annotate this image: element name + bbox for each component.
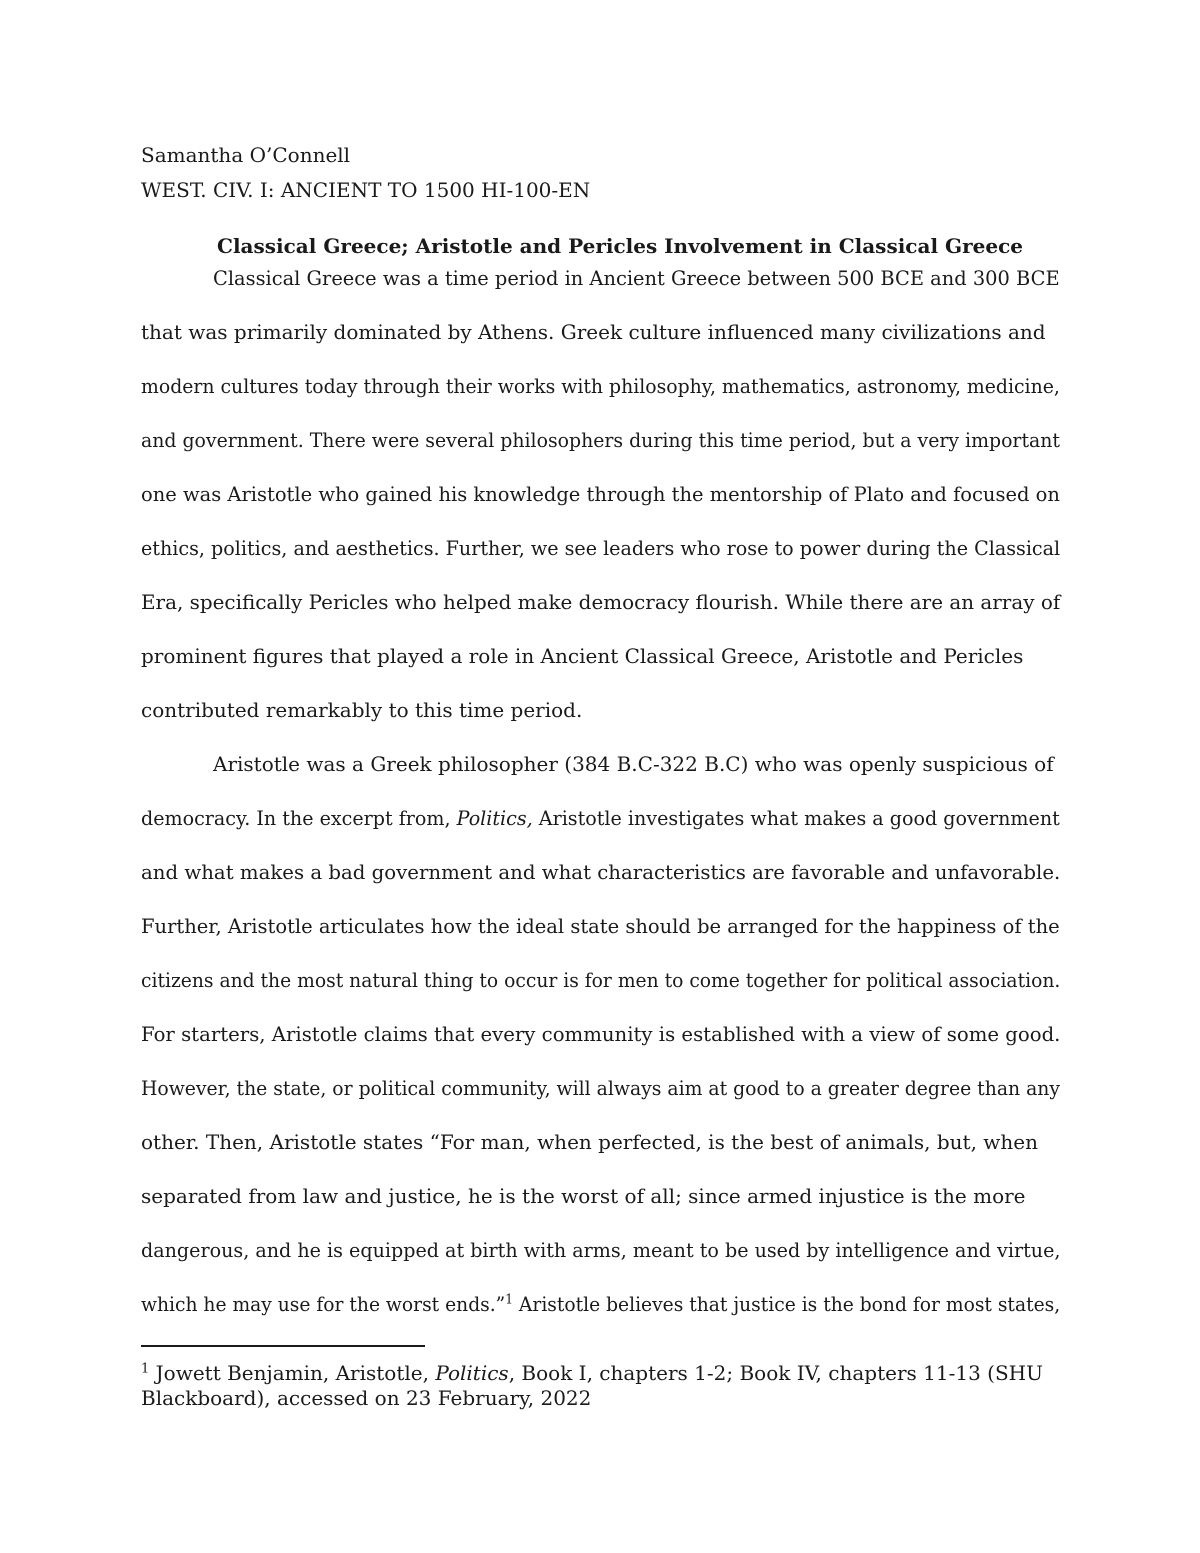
paragraph-2-line: and what makes a bad government and what characteristics are favorable and unfavorable. [141,860,1061,884]
essay-title: Classical Greece; Aristotle and Pericles Involvement in Classical Greece [217,234,1023,258]
paragraph-1-line: one was Aristotle who gained his knowledge through the mentorship of Plato and focused on [141,482,1060,506]
footnote-italic-title: Politics [435,1361,509,1385]
paragraph-1-line: Classical Greece was a time period in Ancient Greece between 500 BCE and 300 BCE [213,266,1060,290]
paragraph-1-line: contributed remarkably to this time period. [141,698,583,722]
paragraph-2-line [141,804,1060,832]
paragraph-2-line [141,1290,1060,1318]
paragraph-2-text: which he may use for the worst ends.” [141,1292,506,1316]
paragraph-2-line: Further, Aristotle articulates how the ideal state should be arranged for the happiness of the [141,914,1060,938]
paragraph-1-line: and government. There were several philosophers during this time period, but a very important [141,428,1061,452]
paragraph-1-line: modern cultures today through their works with philosophy, mathematics, astronomy, medicine, [141,374,1060,398]
paragraph-2-line: other. Then, Aristotle states “For man, when perfected, is the best of animals, but, when [141,1130,1039,1154]
paragraph-2-line: citizens and the most natural thing to occur is for men to come together for political association. [141,968,1061,992]
paragraph-2-text: democracy. In the excerpt from, [141,806,457,830]
footnote-line: Blackboard), accessed on 23 February, 2022 [141,1386,592,1410]
footnote-text: , Book I, chapters 1-2; Book IV, chapters 11-13 (SHU [508,1361,1043,1385]
paragraph-2-text: Aristotle investigates what makes a good government [532,806,1060,830]
paragraph-2-line: separated from law and justice, he is the worst of all; since armed injustice is the more [141,1184,1026,1208]
paragraph-1-line: prominent figures that played a role in Ancient Classical Greece, Aristotle and Pericles [141,644,1024,668]
paragraph-2-text: Aristotle believes that justice is the bond for most states, [512,1292,1061,1316]
paragraph-2-line: However, the state, or political community, will always aim at good to a greater degree than any [141,1076,1061,1100]
course-name: WEST. CIV. I: ANCIENT TO 1500 HI-100-EN [141,178,591,202]
footnote-line [141,1361,1043,1385]
paragraph-2-line: dangerous, and he is equipped at birth with arms, meant to be used by intelligence and virtue, [141,1238,1061,1262]
footnote-text: Jowett Benjamin, Aristotle, [149,1361,436,1385]
author-name: Samantha O’Connell [141,143,351,167]
politics-title-italic: Politics, [456,806,533,830]
paragraph-2-line: For starters, Aristotle claims that every community is established with a view of some good. [141,1022,1061,1046]
paragraph-1-line: ethics, politics, and aesthetics. Further, we see leaders who rose to power during the Classical [141,536,1061,560]
paragraph-2-line: Aristotle was a Greek philosopher (384 B.C-322 B.C) who was openly suspicious of [213,752,1054,776]
paragraph-1-line: Era, specifically Pericles who helped make democracy flourish. While there are an array of [141,590,1061,614]
footnote-separator [141,1345,425,1347]
footnote-reference: 1 [505,1292,513,1308]
footnote-marker: 1 [141,1361,150,1377]
paragraph-1-line: that was primarily dominated by Athens. Greek culture influenced many civilizations and [141,320,1046,344]
